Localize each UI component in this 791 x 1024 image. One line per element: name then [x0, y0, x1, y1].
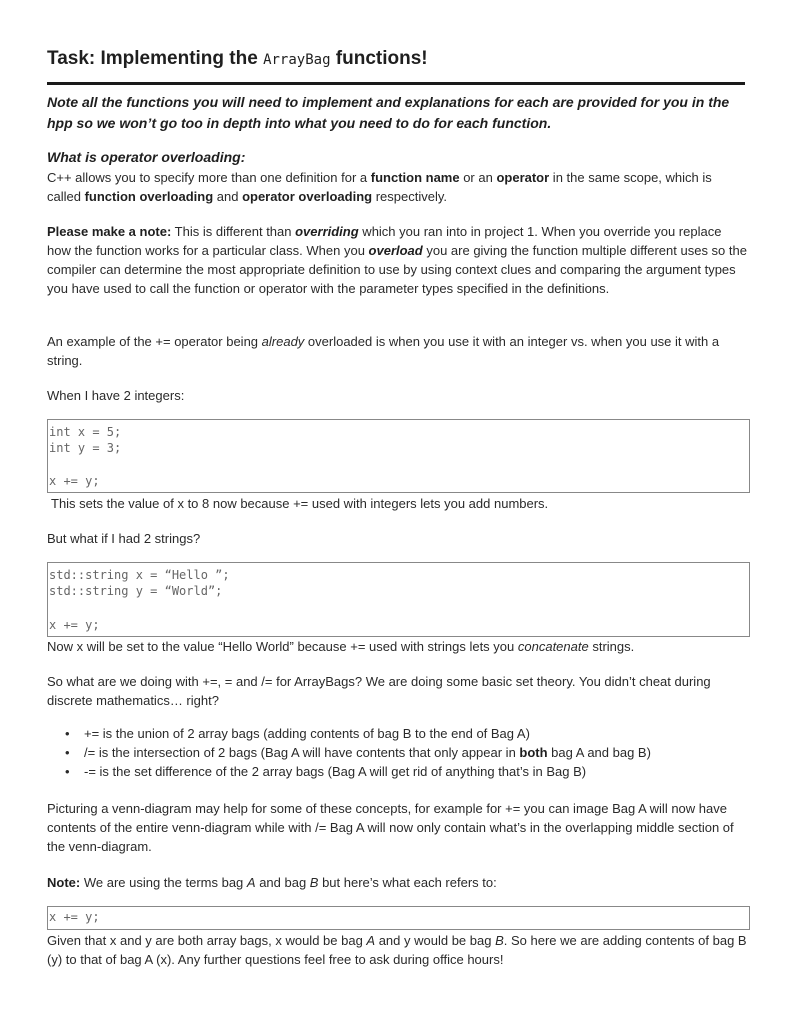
int-code-block: [47, 419, 750, 493]
list-item: • += is the union of 2 array bags (adding contents of bag B to the end of Bag A): [65, 726, 530, 741]
final-code-block: [47, 906, 750, 930]
intro-note: Note all the functions you will need to implement and explanations for each are provided for you in the hpp so we won’t go too in depth into what you need to do for each function.: [47, 94, 730, 131]
code-line: x += y;: [49, 910, 100, 924]
string-intro: But what if I had 2 strings?: [47, 531, 201, 546]
code-line: x += y;: [49, 474, 100, 488]
overloading-heading: What is operator overloading:: [47, 149, 246, 165]
list-item: • -= is the set difference of the 2 array bags (Bag A will get rid of anything that’s in Bag B): [65, 764, 587, 779]
string-caption: Now x will be set to the value “Hello World” because += used with strings lets you concatenate strings.: [47, 639, 635, 654]
string-code-block: [47, 562, 750, 637]
code-line: int y = 3;: [49, 441, 122, 455]
final-caption: Given that x and y are both array bags, x would be bag A and y would be bag B. So here we are adding contents of bag B (y) to that of bag A (x). Any further questions feel free to ask during office hours!: [47, 933, 747, 967]
example-paragraph: An example of the += operator being already overloaded is when you use it with an integer vs. when you use it with a string.: [47, 334, 720, 368]
page-title: Task: Implementing the ArrayBag functions!: [47, 48, 428, 69]
code-line: std::string y = “World”;: [49, 584, 223, 598]
int-caption: This sets the value of x to 8 now because += used with integers lets you add numbers.: [51, 496, 549, 511]
bullet-icon: •: [65, 726, 70, 741]
make-note-paragraph: Please make a note: This is different than overriding which you ran into in project 1. When you override you replace how the function works for a particular class. When you overload you are giving the function multiple different uses so the compiler can determine the most appropriate definition to use by using context clues and comparing the argument types you have used to call the function or operator with the parameter types specified in the definitions.: [47, 224, 747, 296]
venn-paragraph: Picturing a venn-diagram may help for some of these concepts, for example for += you can image Bag A will now have contents of the entire venn-diagram while with /= Bag A will now only contain what’s in the overlapping middle section of the venn-diagram.: [47, 801, 734, 854]
terms-note: Note: We are using the terms bag A and bag B but here’s what each refers to:: [47, 875, 497, 890]
overloading-paragraph: C++ allows you to specify more than one definition for a function name or an operator in the same scope, which is called function overloading and operator overloading respectively.: [47, 170, 712, 204]
int-intro: When I have 2 integers:: [47, 388, 185, 403]
bullet-icon: •: [65, 745, 70, 760]
code-line: std::string x = “Hello ”;: [49, 568, 230, 582]
set-theory-paragraph: So what are we doing with +=, = and /= for ArrayBags? We are doing some basic set theory. You didn’t cheat during discrete mathematics… right?: [47, 674, 711, 708]
operator-list: [65, 724, 745, 781]
bullet-icon: •: [65, 764, 70, 779]
code-line: x += y;: [49, 618, 100, 632]
title-divider: [47, 82, 745, 85]
list-item: • /= is the intersection of 2 bags (Bag A will have contents that only appear in both bag A and bag B): [65, 745, 651, 760]
code-line: int x = 5;: [49, 425, 122, 439]
